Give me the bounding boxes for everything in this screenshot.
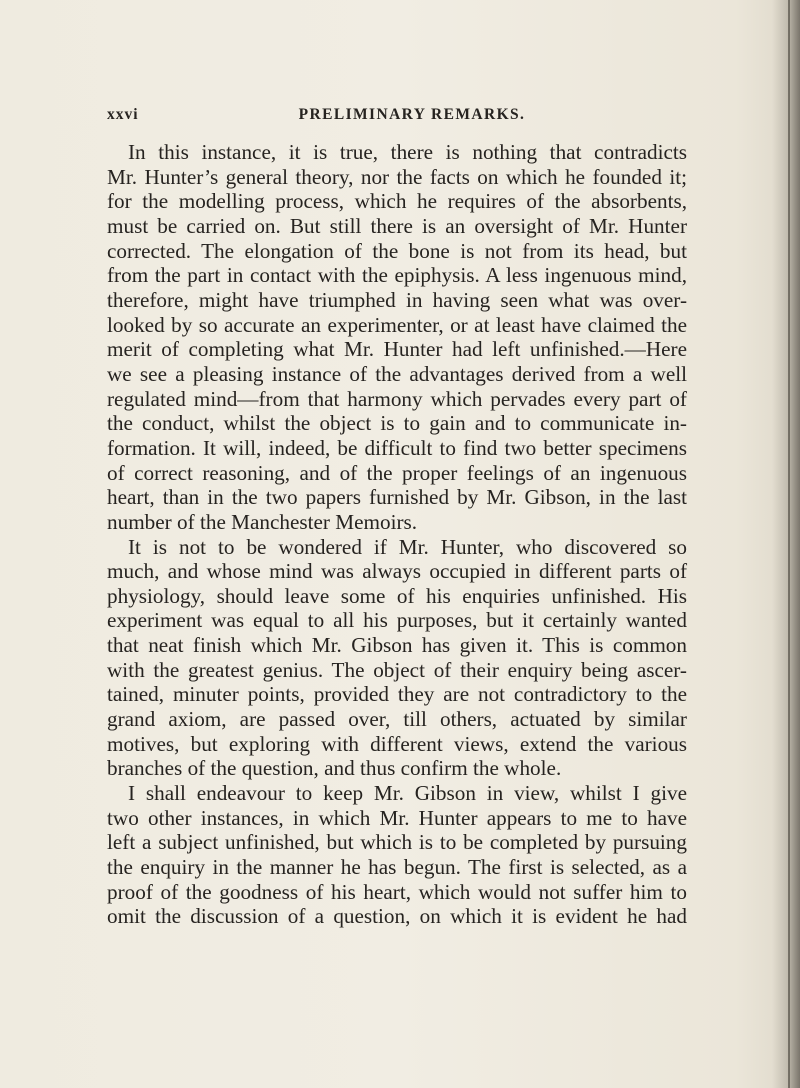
text-line: formation. It will, indeed, be difficult to find two better specimens — [107, 435, 687, 460]
text-line: regulated mind—from that harmony which pervades every part of — [107, 386, 687, 411]
text-line: experiment was equal to all his purposes, but it certainly wanted — [107, 608, 687, 633]
text-line: must be carried on. But still there is an oversight of Mr. Hunter — [107, 213, 687, 238]
text-line: two other instances, in which Mr. Hunter appears to me to have — [107, 805, 687, 830]
text-line: omit the discussion of a question, on which it is evident he had — [107, 904, 687, 929]
text-line: merit of completing what Mr. Hunter had left unfinished.—Here — [107, 337, 687, 362]
text-line: much, and whose mind was always occupied in different parts of — [107, 559, 687, 584]
text-line: I shall endeavour to keep Mr. Gibson in view, whilst I give — [128, 781, 687, 806]
page-edge — [788, 0, 790, 1088]
text-line: branches of the question, and thus confirm the whole. — [107, 756, 562, 781]
text-line: with the greatest genius. The object of their enquiry being ascer- — [107, 657, 687, 682]
text-line: from the part in contact with the epiphysis. A less ingenuous mind, — [107, 263, 687, 288]
text-line: physiology, should leave some of his enquiries unfinished. His — [107, 583, 687, 608]
text-line: looked by so accurate an experimenter, or at least have claimed the — [107, 312, 687, 337]
binding-shadow — [772, 0, 800, 1088]
text-line: Mr. Hunter’s general theory, nor the facts on which he founded it; — [107, 164, 687, 189]
paragraph-2 — [107, 535, 687, 782]
text-line: the enquiry in the manner he has begun. The first is selected, as a — [107, 855, 687, 880]
text-line: corrected. The elongation of the bone is not from its head, but — [107, 238, 687, 263]
text-line: motives, but exploring with different views, extend the various — [107, 731, 687, 756]
text-line: of correct reasoning, and of the proper feelings of an ingenuous — [107, 460, 687, 485]
text-line: proof of the goodness of his heart, which would not suffer him to — [107, 879, 687, 904]
text-line: the conduct, whilst the object is to gain and to communicate in- — [107, 411, 687, 436]
running-head: PRELIMINARY REMARKS. — [298, 106, 526, 123]
page-header — [107, 106, 687, 136]
text-line: left a subject unfinished, but which is to be completed by pursuing — [107, 830, 687, 855]
text-line: tained, minuter points, provided they are not contradictory to the — [107, 682, 687, 707]
text-line: that neat finish which Mr. Gibson has given it. This is common — [107, 633, 687, 658]
paragraph-3 — [107, 781, 687, 929]
text-line: In this instance, it is true, there is nothing that contradicts — [128, 140, 687, 164]
text-line: therefore, might have triumphed in having seen what was over- — [107, 287, 687, 312]
text-line: It is not to be wondered if Mr. Hunter, who discovered so — [128, 534, 687, 559]
text-line: heart, than in the two papers furnished by Mr. Gibson, in the last — [107, 485, 687, 510]
paragraph-1 — [107, 140, 687, 535]
text-line: number of the Manchester Memoirs. — [107, 509, 418, 534]
page-number: xxvi — [107, 106, 139, 123]
text-line: grand axiom, are passed over, till others, actuated by similar — [107, 707, 687, 732]
text-line: for the modelling process, which he requires of the absorbents, — [107, 189, 687, 214]
body-text — [107, 140, 687, 929]
text-line: we see a pleasing instance of the advantages derived from a well — [107, 361, 687, 386]
